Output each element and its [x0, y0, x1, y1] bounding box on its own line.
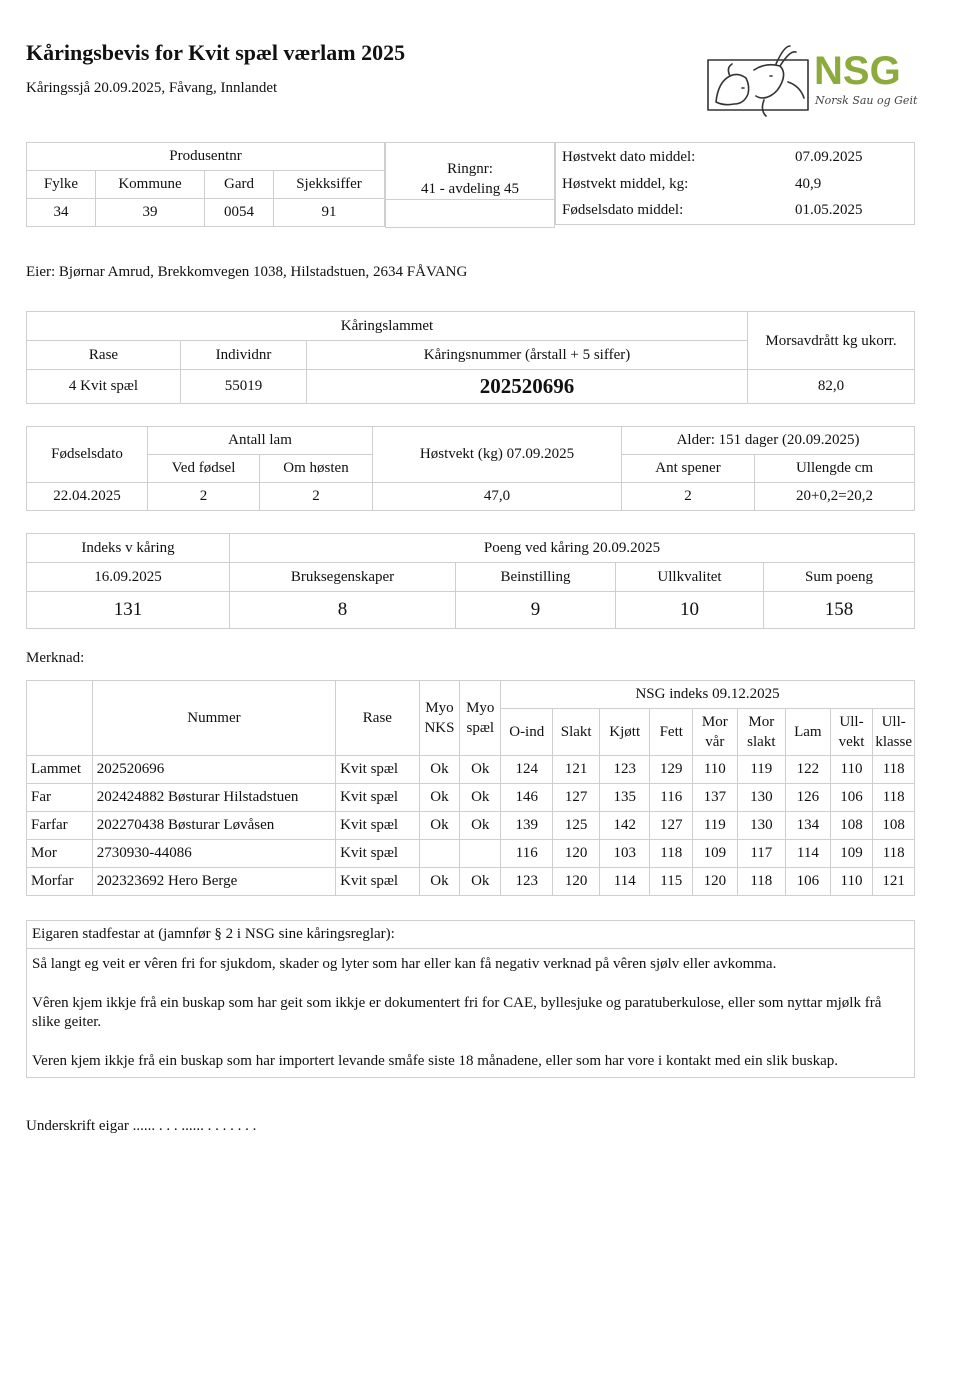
page-subtitle: Kåringssjå 20.09.2025, Fåvang, Innlandet — [26, 80, 278, 96]
ring-empty — [386, 200, 555, 228]
value-kommune: 39 — [96, 199, 205, 227]
value-sum-poeng: 158 — [764, 592, 915, 629]
pedigree-row — [27, 840, 915, 868]
value-ant-spener: 2 — [622, 483, 755, 511]
pedigree-table — [26, 680, 915, 896]
pedigree-myo-nks — [419, 840, 460, 868]
pedigree-nummer: 202323692 Hero Berge — [92, 868, 335, 896]
pedigree-myo-nks: Ok — [419, 812, 460, 840]
score-table — [26, 533, 915, 629]
pedigree-row — [27, 756, 915, 784]
value-karingsnummer: 202520696 — [307, 370, 748, 404]
owner-line: Eier: Bjørnar Amrud, Brekkomvegen 1038, Hilstadstuen, 2634 FÅVANG — [26, 264, 468, 280]
logo-tagline: Norsk Sau og Geit — [815, 94, 918, 107]
index-col-header: Slakt — [553, 709, 600, 756]
pedigree-index-value: 108 — [873, 812, 915, 840]
pedigree-nummer: 202424882 Bøsturar Hilstadstuen — [92, 784, 335, 812]
count-header: Antall lam — [148, 427, 373, 455]
index-col-header: Kjøtt — [599, 709, 649, 756]
col-bruksegenskaper: Bruksegenskaper — [230, 563, 456, 592]
index-col-header: Ull-klasse — [873, 709, 915, 756]
info-value-2: 01.05.2025 — [791, 197, 915, 225]
pedigree-rase: Kvit spæl — [336, 756, 419, 784]
pedigree-index-value: 110 — [693, 756, 738, 784]
value-sjekksiffer: 91 — [274, 199, 385, 227]
pedigree-row — [27, 812, 915, 840]
points-header: Poeng ved kåring 20.09.2025 — [230, 534, 915, 563]
pedigree-index-value: 116 — [501, 840, 553, 868]
pedigree-index-value: 127 — [650, 812, 693, 840]
index-col-header: Mor vår — [693, 709, 738, 756]
info-value-0: 07.09.2025 — [791, 143, 915, 172]
pedigree-index-value: 137 — [693, 784, 738, 812]
pedigree-index-value: 142 — [599, 812, 649, 840]
pedigree-index-value: 118 — [650, 840, 693, 868]
col-ullengde: Ullengde cm — [755, 455, 915, 483]
pedigree-index-value: 103 — [599, 840, 649, 868]
pedigree-index-value: 146 — [501, 784, 553, 812]
pedigree-index-value: 139 — [501, 812, 553, 840]
col-rase: Rase — [27, 341, 181, 370]
value-gard: 0054 — [205, 199, 274, 227]
pedigree-myo-nks: Ok — [419, 868, 460, 896]
pedigree-myo-nks: Ok — [419, 756, 460, 784]
pedigree-index-value: 123 — [501, 868, 553, 896]
pedigree-index-value: 134 — [786, 812, 831, 840]
value-bruksegenskaper: 8 — [230, 592, 456, 629]
pedigree-index-value: 110 — [830, 756, 873, 784]
pedigree-myo-nks: Ok — [419, 784, 460, 812]
index-col-header: O-ind — [501, 709, 553, 756]
pedigree-index-value: 108 — [830, 812, 873, 840]
pedigree-index-value: 109 — [830, 840, 873, 868]
sheep-goat-icon — [704, 42, 920, 120]
pedigree-index-value: 120 — [693, 868, 738, 896]
value-mother: 82,0 — [748, 370, 915, 404]
pedigree-index-value: 106 — [830, 784, 873, 812]
pedigree-index-value: 120 — [553, 868, 600, 896]
pedigree-nummer: 202520696 — [92, 756, 335, 784]
producer-table — [26, 142, 385, 227]
pedigree-index-value: 119 — [693, 812, 738, 840]
pedigree-index-value: 121 — [873, 868, 915, 896]
pedigree-index-value: 118 — [873, 756, 915, 784]
value-birthdate: 22.04.2025 — [27, 483, 148, 511]
pedigree-row — [27, 868, 915, 896]
pedigree-index-value: 126 — [786, 784, 831, 812]
average-table — [555, 142, 915, 225]
pedigree-myo-spael: Ok — [460, 812, 501, 840]
col-om-hosten: Om høsten — [260, 455, 373, 483]
index-col-header: Lam — [786, 709, 831, 756]
col-sum-poeng: Sum poeng — [764, 563, 915, 592]
pedigree-myo-spael: Ok — [460, 784, 501, 812]
pedigree-body — [27, 756, 915, 896]
pedigree-rase: Kvit spæl — [336, 784, 419, 812]
pedigree-index-value: 110 — [830, 868, 873, 896]
index-date: 16.09.2025 — [27, 563, 230, 592]
pedigree-index-value: 117 — [737, 840, 785, 868]
pedigree-role: Farfar — [27, 812, 93, 840]
col-individnr: Individnr — [181, 341, 307, 370]
pedigree-index-value: 106 — [786, 868, 831, 896]
declaration-header: Eigaren stadfestar at (jamnfør § 2 i NSG sine kåringsreglar): — [27, 921, 914, 949]
pedigree-myo-spael — [460, 840, 501, 868]
col-gard: Gard — [205, 171, 274, 199]
ring-table — [385, 142, 555, 228]
info-label-1: Høstvekt middel, kg: — [556, 171, 792, 197]
pedigree-index-value: 114 — [786, 840, 831, 868]
col-ant-spener: Ant spener — [622, 455, 755, 483]
mother-header: Morsavdrått kg ukorr. — [748, 312, 915, 370]
pedigree-rase: Kvit spæl — [336, 868, 419, 896]
pedigree-index-value: 130 — [737, 784, 785, 812]
pedigree-index-value: 118 — [873, 784, 915, 812]
pedigree-role: Morfar — [27, 868, 93, 896]
pedigree-index-value: 114 — [599, 868, 649, 896]
ring-cell — [386, 143, 555, 200]
pedigree-index-value: 127 — [553, 784, 600, 812]
value-ullkvalitet: 10 — [616, 592, 764, 629]
index-col-header: Fett — [650, 709, 693, 756]
lamb-table — [26, 311, 915, 404]
value-rase: 4 Kvit spæl — [27, 370, 181, 404]
info-label-0: Høstvekt dato middel: — [556, 143, 792, 172]
value-hostvekt: 47,0 — [373, 483, 622, 511]
pedigree-index-value: 121 — [553, 756, 600, 784]
col-kommune: Kommune — [96, 171, 205, 199]
pedigree-rase: Kvit spæl — [336, 812, 419, 840]
value-ved-fodsel: 2 — [148, 483, 260, 511]
pedigree-index-value: 125 — [553, 812, 600, 840]
age-header: Alder: 151 dager (20.09.2025) — [622, 427, 915, 455]
index-group-header: NSG indeks 09.12.2025 — [501, 681, 915, 709]
myo-spael-header: Myo spæl — [460, 681, 501, 756]
pedigree-index-value: 135 — [599, 784, 649, 812]
declaration-box — [26, 920, 915, 1078]
pedigree-nummer: 2730930-44086 — [92, 840, 335, 868]
declaration-paragraph: Vêren kjem ikkje frå ein buskap som har geit som ikkje er dokumentert fri for CAE, byllesjuke og paratuberkulose, eller som nyttar mjølk frå slike geiter. — [32, 995, 882, 1030]
col-ved-fodsel: Ved fødsel — [148, 455, 260, 483]
pedigree-index-value: 116 — [650, 784, 693, 812]
pedigree-index-value: 124 — [501, 756, 553, 784]
value-individnr: 55019 — [181, 370, 307, 404]
pedigree-myo-spael: Ok — [460, 868, 501, 896]
index-col-header: Ull-vekt — [830, 709, 873, 756]
role-header — [27, 681, 93, 756]
pedigree-index-value: 118 — [873, 840, 915, 868]
pedigree-index-value: 123 — [599, 756, 649, 784]
col-beinstilling: Beinstilling — [456, 563, 616, 592]
pedigree-role: Mor — [27, 840, 93, 868]
info-value-1: 40,9 — [791, 171, 915, 197]
pedigree-role: Lammet — [27, 756, 93, 784]
signature-line: Underskrift eigar ...... . . . ...... . . . . . . . — [26, 1118, 257, 1134]
rase-header: Rase — [336, 681, 419, 756]
value-fylke: 34 — [27, 199, 96, 227]
pedigree-index-value: 115 — [650, 868, 693, 896]
declaration-body — [27, 949, 914, 1077]
info-label-2: Fødselsdato middel: — [556, 197, 792, 225]
weight-header: Høstvekt (kg) 07.09.2025 — [373, 427, 622, 483]
ring-value: 41 - avdeling 45 — [421, 181, 519, 197]
birth-table — [26, 426, 915, 511]
nummer-header: Nummer — [92, 681, 335, 756]
producer-header: Produsentnr — [27, 143, 385, 171]
birthdate-header: Fødselsdato — [27, 427, 148, 483]
myo-nks-header: Myo NKS — [419, 681, 460, 756]
pedigree-myo-spael: Ok — [460, 756, 501, 784]
pedigree-index-value: 130 — [737, 812, 785, 840]
pedigree-role: Far — [27, 784, 93, 812]
declaration-paragraph: Veren kjem ikkje frå ein buskap som har importert levande småfe siste 18 månadene, eller som har vore i kontakt med ein slik buskap. — [32, 1053, 839, 1069]
lamb-header: Kåringslammet — [27, 312, 748, 341]
ring-label: Ringnr: — [447, 161, 493, 177]
pedigree-index-value: 119 — [737, 756, 785, 784]
pedigree-row — [27, 784, 915, 812]
value-om-hosten: 2 — [260, 483, 373, 511]
pedigree-nummer: 202270438 Bøsturar Løvåsen — [92, 812, 335, 840]
index-header: Indeks v kåring — [27, 534, 230, 563]
logo-text: NSG — [814, 49, 901, 93]
pedigree-index-value: 129 — [650, 756, 693, 784]
remark-label: Merknad: — [26, 650, 85, 666]
col-karingsnummer: Kåringsnummer (årstall + 5 siffer) — [307, 341, 748, 370]
pedigree-index-value: 120 — [553, 840, 600, 868]
value-ullengde: 20+0,2=20,2 — [755, 483, 915, 511]
col-ullkvalitet: Ullkvalitet — [616, 563, 764, 592]
page-title: Kåringsbevis for Kvit spæl værlam 2025 — [26, 40, 406, 65]
pedigree-index-value: 118 — [737, 868, 785, 896]
nsg-logo — [704, 42, 920, 120]
value-index: 131 — [27, 592, 230, 629]
declaration-paragraph: Så langt eg veit er vêren fri for sjukdom, skader og lyter som har eller kan få negativ verknad på vêren sjølv eller avkomma. — [32, 956, 777, 972]
col-fylke: Fylke — [27, 171, 96, 199]
index-col-header: Mor slakt — [737, 709, 785, 756]
pedigree-index-value: 109 — [693, 840, 738, 868]
pedigree-rase: Kvit spæl — [336, 840, 419, 868]
value-beinstilling: 9 — [456, 592, 616, 629]
col-sjekksiffer: Sjekksiffer — [274, 171, 385, 199]
pedigree-index-value: 122 — [786, 756, 831, 784]
